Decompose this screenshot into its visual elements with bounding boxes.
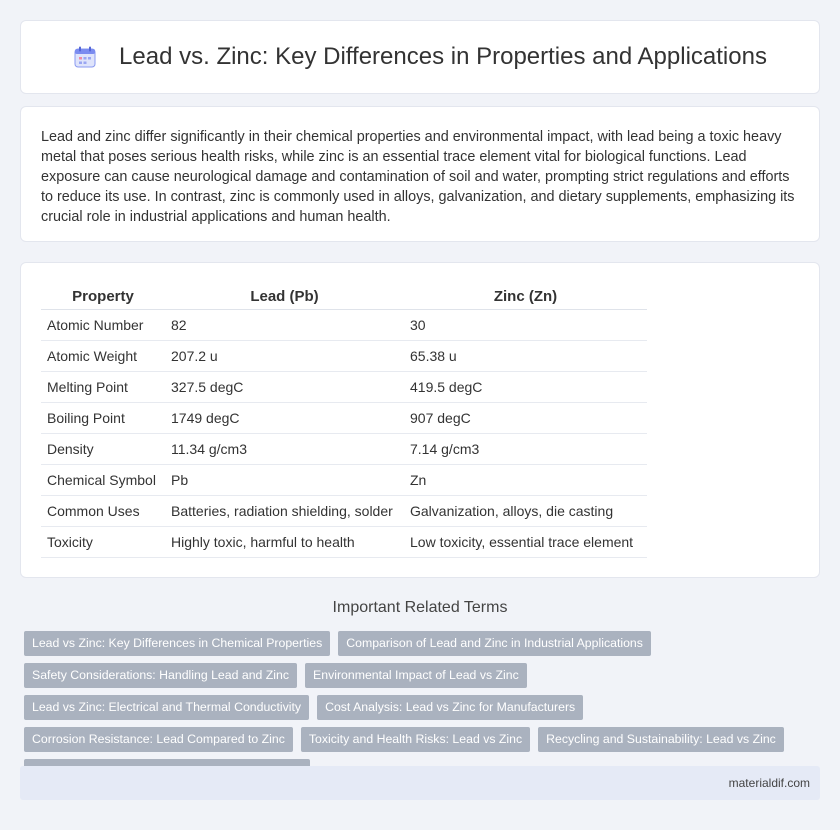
related-term-tag[interactable]: Recycling and Sustainability: Lead vs Zinc (538, 727, 784, 752)
calendar-icon (73, 45, 97, 69)
zinc-cell: 30 (404, 309, 647, 340)
property-cell: Common Uses (41, 495, 165, 526)
footer-site-name[interactable]: materialdif.com (728, 776, 810, 790)
table-row (41, 371, 647, 402)
zinc-cell: Low toxicity, essential trace element (404, 526, 647, 557)
related-term-tag[interactable]: Toxicity and Health Risks: Lead vs Zinc (301, 727, 530, 752)
table-row (41, 495, 647, 526)
footer (20, 766, 820, 800)
property-cell: Atomic Weight (41, 340, 165, 371)
lead-cell: 11.34 g/cm3 (165, 433, 404, 464)
property-cell: Melting Point (41, 371, 165, 402)
property-cell: Chemical Symbol (41, 464, 165, 495)
related-term-tag[interactable]: Lead vs Zinc: Electrical and Thermal Conductivity (24, 695, 309, 720)
intro-text: Lead and zinc differ significantly in their chemical properties and environmental impact, with lead being a toxic heavy metal that poses serious health risks, while zinc is an essential trace element vital for biological functions. Lead exposure can cause neurological damage and contamination of soil and water, prompting strict regulations and efforts to reduce its use. In contrast, zinc is commonly used in alloys, galvanization, and dietary supplements, emphasizing its crucial role in industrial applications and human health. (41, 129, 795, 225)
table-row (41, 526, 647, 557)
header-card (20, 20, 820, 94)
related-term-tag[interactable]: Comparison of Lead and Zinc in Industrial Applications (338, 631, 651, 656)
comparison-table (41, 285, 647, 558)
zinc-cell: 907 degC (404, 402, 647, 433)
column-header-property: Property (41, 285, 165, 309)
related-term-tag[interactable]: Corrosion Resistance: Lead Compared to Zinc (24, 727, 293, 752)
related-term-tag[interactable]: Environmental Impact of Lead vs Zinc (305, 663, 527, 688)
comparison-card (20, 262, 820, 578)
property-cell: Atomic Number (41, 309, 165, 340)
property-cell: Toxicity (41, 526, 165, 557)
property-cell: Boiling Point (41, 402, 165, 433)
table-row (41, 340, 647, 371)
related-terms-title: Important Related Terms (332, 599, 508, 616)
intro-card (20, 106, 820, 242)
related-term-tag[interactable]: Cost Analysis: Lead vs Zinc for Manufacturers (317, 695, 583, 720)
lead-cell: Batteries, radiation shielding, solder (165, 495, 404, 526)
zinc-cell: 65.38 u (404, 340, 647, 371)
lead-cell: 82 (165, 309, 404, 340)
related-term-tag[interactable]: Safety Considerations: Handling Lead and Zinc (24, 663, 297, 688)
lead-cell: Pb (165, 464, 404, 495)
table-row (41, 402, 647, 433)
zinc-cell: 419.5 degC (404, 371, 647, 402)
related-term-tag[interactable]: Lead vs Zinc: Key Differences in Chemical Properties (24, 631, 330, 656)
table-header-row (41, 285, 647, 309)
table-row (41, 433, 647, 464)
zinc-cell: Zn (404, 464, 647, 495)
column-header-zinc: Zinc (Zn) (404, 285, 647, 309)
property-cell: Density (41, 433, 165, 464)
lead-cell: 1749 degC (165, 402, 404, 433)
lead-cell: Highly toxic, harmful to health (165, 526, 404, 557)
table-row (41, 464, 647, 495)
column-header-lead: Lead (Pb) (165, 285, 404, 309)
zinc-cell: Galvanization, alloys, die casting (404, 495, 647, 526)
lead-cell: 207.2 u (165, 340, 404, 371)
zinc-cell: 7.14 g/cm3 (404, 433, 647, 464)
table-row (41, 309, 647, 340)
lead-cell: 327.5 degC (165, 371, 404, 402)
page-title: Lead vs. Zinc: Key Differences in Properties and Applications (119, 43, 767, 70)
